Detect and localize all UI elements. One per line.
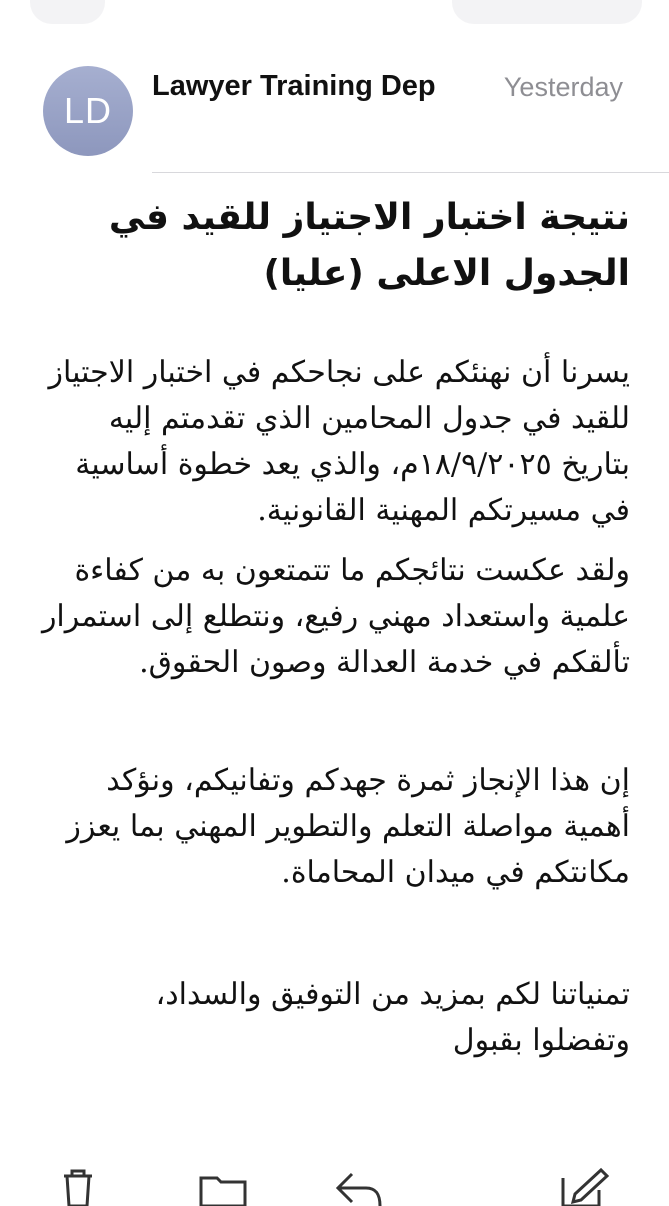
compose-icon[interactable] <box>555 1166 611 1206</box>
bottom-toolbar <box>0 1160 669 1200</box>
message-time: Yesterday <box>503 72 623 102</box>
reply-icon[interactable] <box>330 1166 386 1206</box>
message-paragraph: ولقد عكست نتائجكم ما تتمتعون به من كفاءة علمية واستعداد مهني رفيع، ونتطلع إلى استمرار تألقكم في خدمة العدالة وصون الحقوق. <box>41 553 630 680</box>
navigation-controls[interactable] <box>452 0 642 24</box>
message-paragraph: يسرنا أن نهنئكم على نجاحكم في اختبار الاجتياز للقيد في جدول المحامين الذي تقدمتم إليه بتاريخ ١٨/٩/٢٠٢٥م، والذي يعد خطوة أساسية في مسيرتكم المهنية القانونية. <box>48 355 630 528</box>
top-bar <box>0 0 669 32</box>
message-body <box>40 190 630 1064</box>
avatar-initials: LD <box>63 90 113 131</box>
message-paragraph: إن هذا الإنجاز ثمرة جهدكم وتفانيكم، ونؤكد أهمية مواصلة التعلم والتطوير المهني بما يعزز مكانتكم في ميدان المحاماة. <box>66 763 630 890</box>
sender-name[interactable]: Lawyer Training Dep <box>152 70 436 102</box>
message-header <box>0 60 669 170</box>
message-paragraph: تمنياتنا لكم بمزيد من التوفيق والسداد، <box>155 977 630 1012</box>
header-divider <box>152 172 669 173</box>
message-paragraph-partial: وتفضلوا بقبول <box>452 1023 630 1058</box>
avatar[interactable] <box>43 66 133 156</box>
message-subject: نتيجة اختبار الاجتياز للقيد في الجدول الاعلى (عليا) <box>108 197 630 294</box>
back-button[interactable] <box>30 0 105 24</box>
trash-icon[interactable] <box>50 1166 106 1206</box>
folder-icon[interactable] <box>195 1166 251 1206</box>
